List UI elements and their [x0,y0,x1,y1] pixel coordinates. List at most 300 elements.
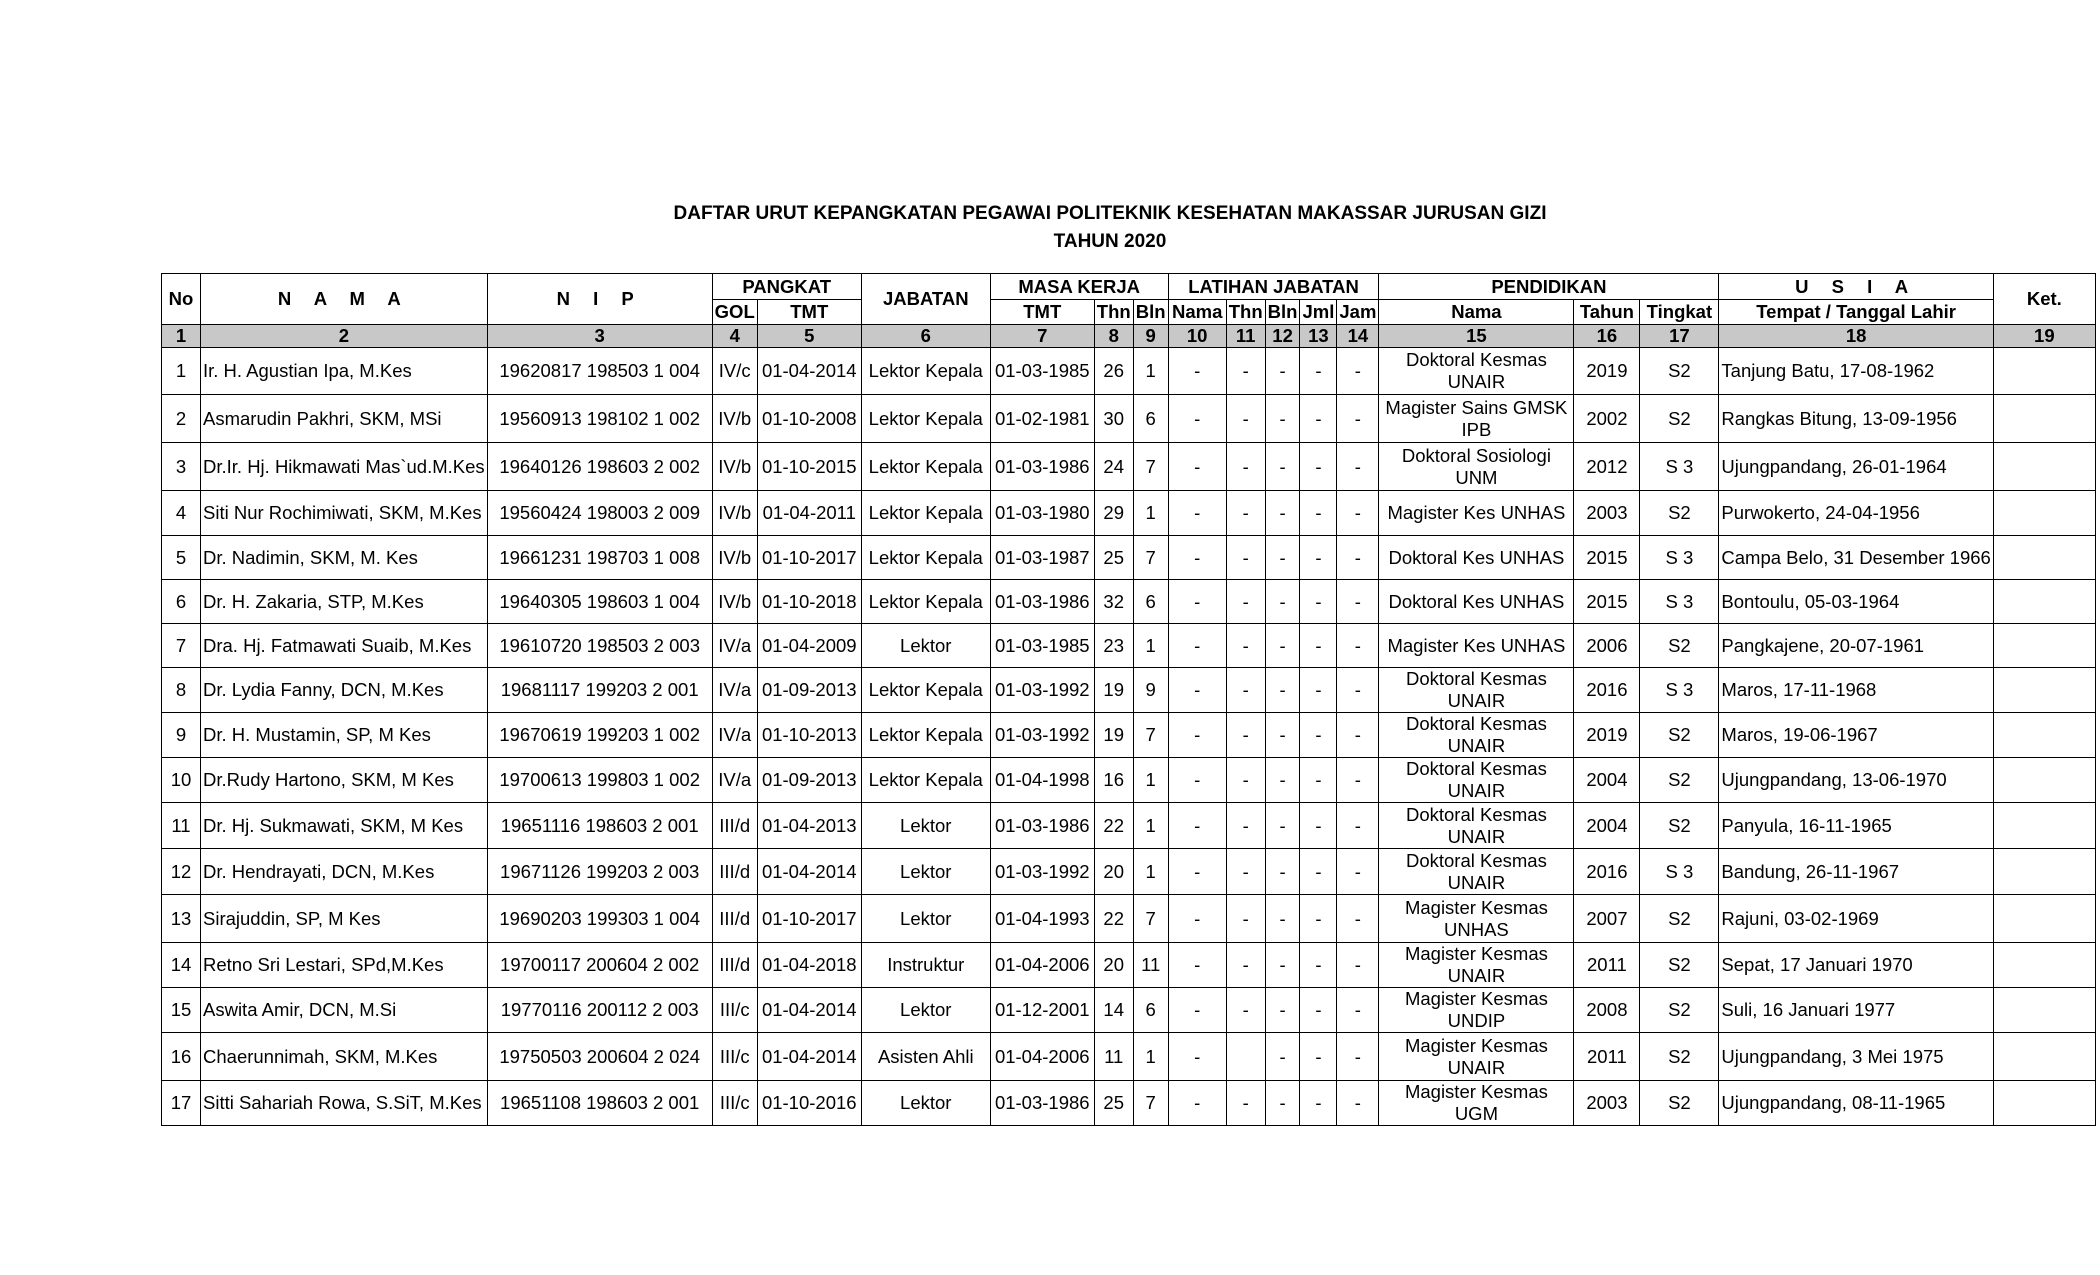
cell-no: 11 [162,803,201,849]
cell-tempat-tanggal-lahir: Rangkas Bitung, 13-09-1956 [1719,395,1993,443]
cell-masa-kerja-bln: 7 [1133,713,1168,758]
cell-pangkat-tmt: 01-10-2018 [757,580,861,624]
document-year: TAHUN 2020 [1053,231,1167,252]
cell-latihan-bln: - [1265,668,1300,713]
header-tempat-tanggal-lahir: Tempat / Tanggal Lahir [1719,300,1993,325]
cell-gol: IV/a [712,624,757,668]
header-pangkat: PANGKAT [712,274,861,300]
cell-no: 17 [162,1081,201,1126]
header-masa-kerja-bln: Bln [1133,300,1168,325]
cell-tempat-tanggal-lahir: Suli, 16 Januari 1977 [1719,988,1993,1033]
cell-no: 1 [162,348,201,395]
cell-tempat-tanggal-lahir: Campa Belo, 31 Desember 1966 [1719,536,1993,580]
cell-pendidikan-tingkat: S2 [1640,491,1719,536]
cell-jabatan: Lektor Kepala [861,713,990,758]
cell-masa-kerja-bln: 11 [1133,943,1168,988]
cell-nip: 19661231 198703 1 008 [487,536,712,580]
cell-no: 8 [162,668,201,713]
cell-masa-kerja-tmt: 01-03-1992 [990,849,1094,895]
cell-masa-kerja-thn: 16 [1094,758,1133,803]
cell-tempat-tanggal-lahir: Pangkajene, 20-07-1961 [1719,624,1993,668]
cell-pendidikan-tahun: 2019 [1574,348,1640,395]
header-latihan-nama: Nama [1168,300,1226,325]
cell-masa-kerja-thn: 20 [1094,943,1133,988]
cell-no: 14 [162,943,201,988]
cell-pendidikan-tahun: 2002 [1574,395,1640,443]
cell-pendidikan-tingkat: S2 [1640,988,1719,1033]
header-masa-kerja: MASA KERJA [990,274,1168,300]
cell-latihan-jml: - [1300,1081,1337,1126]
cell-latihan-nama: - [1168,803,1226,849]
cell-nama: Ir. H. Agustian Ipa, M.Kes [201,348,488,395]
cell-masa-kerja-tmt: 01-04-1998 [990,758,1094,803]
header-latihan-thn: Thn [1226,300,1265,325]
cell-latihan-nama: - [1168,491,1226,536]
cell-latihan-bln: - [1265,580,1300,624]
cell-pangkat-tmt: 01-04-2014 [757,988,861,1033]
cell-pendidikan-tahun: 2003 [1574,1081,1640,1126]
cell-latihan-jam: - [1337,943,1379,988]
cell-pendidikan-tingkat: S2 [1640,943,1719,988]
table-header [162,274,2096,348]
cell-gol: IV/b [712,536,757,580]
cell-latihan-thn: - [1226,580,1265,624]
column-number: 11 [1226,325,1265,348]
cell-ket [1993,580,2095,624]
cell-nip: 19700117 200604 2 002 [487,943,712,988]
column-number: 14 [1337,325,1379,348]
cell-latihan-nama: - [1168,668,1226,713]
column-number: 7 [990,325,1094,348]
cell-latihan-jml: - [1300,536,1337,580]
cell-latihan-jml: - [1300,758,1337,803]
cell-gol: IV/b [712,395,757,443]
cell-gol: IV/b [712,491,757,536]
column-number: 17 [1640,325,1719,348]
cell-nama: Dr. H. Mustamin, SP, M Kes [201,713,488,758]
table-row [162,395,2096,443]
header-gol: GOL [712,300,757,325]
column-number: 12 [1265,325,1300,348]
cell-pendidikan-tingkat: S2 [1640,1081,1719,1126]
cell-latihan-nama: - [1168,758,1226,803]
cell-jabatan: Lektor [861,895,990,943]
cell-latihan-bln: - [1265,758,1300,803]
cell-pendidikan-nama: Doktoral Kesmas UNAIR [1379,849,1574,895]
cell-latihan-bln: - [1265,1081,1300,1126]
cell-pendidikan-tahun: 2008 [1574,988,1640,1033]
cell-gol: IV/a [712,758,757,803]
cell-latihan-jml: - [1300,624,1337,668]
cell-masa-kerja-bln: 1 [1133,1033,1168,1081]
cell-pangkat-tmt: 01-10-2016 [757,1081,861,1126]
cell-masa-kerja-thn: 24 [1094,443,1133,491]
cell-pendidikan-nama: Magister Kesmas UNAIR [1379,1033,1574,1081]
cell-no: 2 [162,395,201,443]
cell-masa-kerja-tmt: 01-03-1987 [990,536,1094,580]
header-pangkat-tmt: TMT [757,300,861,325]
column-number: 6 [861,325,990,348]
cell-pendidikan-tahun: 2004 [1574,758,1640,803]
cell-pendidikan-tahun: 2019 [1574,713,1640,758]
cell-latihan-nama: - [1168,443,1226,491]
cell-nip: 19651108 198603 2 001 [487,1081,712,1126]
cell-latihan-jam: - [1337,1033,1379,1081]
cell-nip: 19671126 199203 2 003 [487,849,712,895]
cell-ket [1993,491,2095,536]
cell-latihan-jam: - [1337,668,1379,713]
cell-masa-kerja-bln: 6 [1133,395,1168,443]
cell-masa-kerja-tmt: 01-03-1986 [990,443,1094,491]
cell-ket [1993,624,2095,668]
table-row [162,624,2096,668]
cell-jabatan: Lektor Kepala [861,348,990,395]
cell-latihan-jam: - [1337,1081,1379,1126]
cell-latihan-nama: - [1168,1033,1226,1081]
cell-nama: Dr.Ir. Hj. Hikmawati Mas`ud.M.Kes [201,443,488,491]
cell-tempat-tanggal-lahir: Bontoulu, 05-03-1964 [1719,580,1993,624]
cell-ket [1993,348,2095,395]
cell-latihan-thn: - [1226,713,1265,758]
header-no: No [162,274,201,325]
cell-latihan-bln: - [1265,803,1300,849]
cell-masa-kerja-bln: 1 [1133,624,1168,668]
cell-ket [1993,443,2095,491]
cell-no: 13 [162,895,201,943]
cell-latihan-thn: - [1226,803,1265,849]
column-number: 10 [1168,325,1226,348]
cell-masa-kerja-bln: 6 [1133,988,1168,1033]
cell-tempat-tanggal-lahir: Rajuni, 03-02-1969 [1719,895,1993,943]
cell-pendidikan-nama: Magister Kesmas UNAIR [1379,943,1574,988]
header-masa-kerja-tmt: TMT [990,300,1094,325]
cell-latihan-nama: - [1168,536,1226,580]
header-nip: N I P [487,274,712,325]
cell-pendidikan-tingkat: S2 [1640,758,1719,803]
cell-no: 12 [162,849,201,895]
cell-pangkat-tmt: 01-04-2018 [757,943,861,988]
cell-pendidikan-nama: Doktoral Kes UNHAS [1379,536,1574,580]
cell-pendidikan-nama: Doktoral Kes UNHAS [1379,580,1574,624]
cell-pendidikan-tahun: 2011 [1574,1033,1640,1081]
cell-pendidikan-tingkat: S2 [1640,624,1719,668]
cell-pendidikan-nama: Magister Kes UNHAS [1379,624,1574,668]
cell-latihan-bln: - [1265,988,1300,1033]
cell-latihan-thn: - [1226,624,1265,668]
cell-tempat-tanggal-lahir: Maros, 19-06-1967 [1719,713,1993,758]
cell-pendidikan-tahun: 2011 [1574,943,1640,988]
cell-latihan-thn: - [1226,849,1265,895]
cell-pendidikan-nama: Magister Kesmas UGM [1379,1081,1574,1126]
cell-nama: Dra. Hj. Fatmawati Suaib, M.Kes [201,624,488,668]
cell-latihan-nama: - [1168,943,1226,988]
cell-pendidikan-nama: Doktoral Kesmas UNAIR [1379,713,1574,758]
cell-jabatan: Lektor [861,803,990,849]
document-title: DAFTAR URUT KEPANGKATAN PEGAWAI POLITEKNIK KESEHATAN MAKASSAR JURUSAN GIZI [673,203,1547,224]
cell-tempat-tanggal-lahir: Bandung, 26-11-1967 [1719,849,1993,895]
cell-jabatan: Lektor [861,988,990,1033]
cell-latihan-nama: - [1168,713,1226,758]
cell-masa-kerja-bln: 1 [1133,348,1168,395]
cell-latihan-jml: - [1300,580,1337,624]
header-pendidikan-tahun: Tahun [1574,300,1640,325]
cell-gol: IV/b [712,443,757,491]
cell-latihan-jml: - [1300,1033,1337,1081]
cell-pendidikan-tingkat: S2 [1640,348,1719,395]
cell-masa-kerja-thn: 32 [1094,580,1133,624]
cell-pangkat-tmt: 01-04-2013 [757,803,861,849]
cell-no: 6 [162,580,201,624]
cell-latihan-nama: - [1168,895,1226,943]
cell-ket [1993,1033,2095,1081]
cell-masa-kerja-tmt: 01-03-1986 [990,803,1094,849]
cell-latihan-jam: - [1337,348,1379,395]
cell-jabatan: Asisten Ahli [861,1033,990,1081]
cell-pangkat-tmt: 01-10-2015 [757,443,861,491]
cell-masa-kerja-thn: 22 [1094,895,1133,943]
cell-latihan-nama: - [1168,624,1226,668]
table-row [162,988,2096,1033]
cell-latihan-jml: - [1300,668,1337,713]
cell-jabatan: Lektor [861,624,990,668]
cell-latihan-jml: - [1300,803,1337,849]
cell-masa-kerja-bln: 1 [1133,803,1168,849]
cell-masa-kerja-tmt: 01-03-1992 [990,713,1094,758]
cell-masa-kerja-bln: 1 [1133,758,1168,803]
cell-latihan-bln: - [1265,713,1300,758]
cell-masa-kerja-thn: 25 [1094,536,1133,580]
cell-masa-kerja-tmt: 01-03-1986 [990,1081,1094,1126]
cell-latihan-bln: - [1265,443,1300,491]
cell-nama: Dr. H. Zakaria, STP, M.Kes [201,580,488,624]
table-row [162,668,2096,713]
cell-latihan-thn: - [1226,1081,1265,1126]
table-row [162,849,2096,895]
column-number: 15 [1379,325,1574,348]
header-jabatan: JABATAN [861,274,990,325]
table-row [162,443,2096,491]
cell-ket [1993,536,2095,580]
cell-nip: 19651116 198603 2 001 [487,803,712,849]
cell-nama: Dr. Nadimin, SKM, M. Kes [201,536,488,580]
header-ket: Ket. [1993,274,2095,325]
cell-latihan-bln: - [1265,536,1300,580]
cell-masa-kerja-tmt: 01-04-2006 [990,943,1094,988]
cell-latihan-bln: - [1265,348,1300,395]
cell-latihan-bln: - [1265,1033,1300,1081]
cell-pendidikan-nama: Magister Kes UNHAS [1379,491,1574,536]
cell-masa-kerja-tmt: 01-04-2006 [990,1033,1094,1081]
table-row [162,895,2096,943]
cell-pendidikan-nama: Doktoral Kesmas UNAIR [1379,758,1574,803]
cell-nip: 19770116 200112 2 003 [487,988,712,1033]
cell-pangkat-tmt: 01-04-2009 [757,624,861,668]
cell-masa-kerja-thn: 20 [1094,849,1133,895]
cell-pendidikan-nama: Doktoral Kesmas UNAIR [1379,348,1574,395]
cell-latihan-nama: - [1168,849,1226,895]
cell-jabatan: Lektor [861,1081,990,1126]
cell-latihan-bln: - [1265,895,1300,943]
column-number: 5 [757,325,861,348]
table-row [162,348,2096,395]
cell-ket [1993,988,2095,1033]
cell-pangkat-tmt: 01-10-2017 [757,536,861,580]
cell-latihan-jam: - [1337,758,1379,803]
cell-ket [1993,758,2095,803]
cell-nama: Dr. Hj. Sukmawati, SKM, M Kes [201,803,488,849]
cell-latihan-nama: - [1168,580,1226,624]
cell-pendidikan-nama: Magister Kesmas UNDIP [1379,988,1574,1033]
cell-gol: III/c [712,1033,757,1081]
cell-latihan-jml: - [1300,713,1337,758]
cell-pendidikan-tingkat: S 3 [1640,536,1719,580]
cell-no: 4 [162,491,201,536]
cell-masa-kerja-thn: 11 [1094,1033,1133,1081]
cell-tempat-tanggal-lahir: Ujungpandang, 08-11-1965 [1719,1081,1993,1126]
cell-masa-kerja-tmt: 01-03-1985 [990,624,1094,668]
cell-latihan-jml: - [1300,943,1337,988]
cell-pendidikan-tahun: 2004 [1574,803,1640,849]
cell-pendidikan-tingkat: S2 [1640,713,1719,758]
cell-pendidikan-tahun: 2015 [1574,536,1640,580]
cell-jabatan: Lektor Kepala [861,668,990,713]
cell-pangkat-tmt: 01-04-2014 [757,1033,861,1081]
cell-latihan-jam: - [1337,803,1379,849]
cell-masa-kerja-bln: 7 [1133,443,1168,491]
cell-latihan-jam: - [1337,713,1379,758]
column-number: 1 [162,325,201,348]
cell-gol: III/c [712,988,757,1033]
table-row [162,758,2096,803]
cell-no: 3 [162,443,201,491]
cell-nama: Siti Nur Rochimiwati, SKM, M.Kes [201,491,488,536]
cell-ket [1993,1081,2095,1126]
cell-pendidikan-tingkat: S2 [1640,803,1719,849]
cell-latihan-bln: - [1265,395,1300,443]
cell-latihan-bln: - [1265,849,1300,895]
cell-no: 15 [162,988,201,1033]
cell-masa-kerja-thn: 25 [1094,1081,1133,1126]
cell-masa-kerja-bln: 7 [1133,1081,1168,1126]
cell-masa-kerja-tmt: 01-02-1981 [990,395,1094,443]
table-row [162,491,2096,536]
cell-latihan-jml: - [1300,849,1337,895]
cell-gol: IV/a [712,713,757,758]
cell-gol: III/c [712,1081,757,1126]
column-number: 16 [1574,325,1640,348]
header-latihan-jabatan: LATIHAN JABATAN [1168,274,1379,300]
cell-latihan-thn: - [1226,758,1265,803]
cell-pendidikan-tingkat: S 3 [1640,668,1719,713]
cell-nip: 19750503 200604 2 024 [487,1033,712,1081]
cell-nama: Dr. Lydia Fanny, DCN, M.Kes [201,668,488,713]
cell-nama: Asmarudin Pakhri, SKM, MSi [201,395,488,443]
cell-gol: III/d [712,849,757,895]
cell-masa-kerja-tmt: 01-03-1986 [990,580,1094,624]
cell-jabatan: Lektor Kepala [861,395,990,443]
cell-latihan-jam: - [1337,895,1379,943]
cell-masa-kerja-thn: 19 [1094,668,1133,713]
column-number: 2 [201,325,488,348]
cell-pangkat-tmt: 01-04-2014 [757,849,861,895]
cell-tempat-tanggal-lahir: Maros, 17-11-1968 [1719,668,1993,713]
cell-latihan-thn: - [1226,988,1265,1033]
cell-pendidikan-tahun: 2016 [1574,849,1640,895]
cell-jabatan: Lektor Kepala [861,536,990,580]
cell-latihan-nama: - [1168,988,1226,1033]
cell-masa-kerja-thn: 14 [1094,988,1133,1033]
cell-ket [1993,713,2095,758]
table-row [162,943,2096,988]
cell-pendidikan-tahun: 2006 [1574,624,1640,668]
table-row [162,1081,2096,1126]
cell-nip: 19681117 199203 2 001 [487,668,712,713]
column-number-row [162,325,2096,348]
table-row [162,803,2096,849]
cell-no: 16 [162,1033,201,1081]
cell-pendidikan-tingkat: S2 [1640,1033,1719,1081]
cell-nip: 19620817 198503 1 004 [487,348,712,395]
cell-nama: Aswita Amir, DCN, M.Si [201,988,488,1033]
cell-gol: III/d [712,803,757,849]
cell-latihan-bln: - [1265,943,1300,988]
cell-nama: Retno Sri Lestari, SPd,M.Kes [201,943,488,988]
cell-masa-kerja-bln: 7 [1133,536,1168,580]
cell-jabatan: Lektor [861,849,990,895]
cell-pangkat-tmt: 01-10-2013 [757,713,861,758]
cell-nama: Dr. Hendrayati, DCN, M.Kes [201,849,488,895]
cell-pendidikan-tingkat: S2 [1640,895,1719,943]
header-pendidikan: PENDIDIKAN [1379,274,1719,300]
cell-masa-kerja-tmt: 01-12-2001 [990,988,1094,1033]
cell-masa-kerja-bln: 1 [1133,491,1168,536]
cell-nama: Sirajuddin, SP, M Kes [201,895,488,943]
header-masa-kerja-thn: Thn [1094,300,1133,325]
column-number: 9 [1133,325,1168,348]
cell-masa-kerja-bln: 7 [1133,895,1168,943]
cell-gol: III/d [712,895,757,943]
cell-latihan-jml: - [1300,491,1337,536]
cell-tempat-tanggal-lahir: Ujungpandang, 26-01-1964 [1719,443,1993,491]
header-latihan-jam: Jam [1337,300,1379,325]
cell-pangkat-tmt: 01-10-2008 [757,395,861,443]
cell-pangkat-tmt: 01-04-2014 [757,348,861,395]
cell-pangkat-tmt: 01-10-2017 [757,895,861,943]
cell-masa-kerja-bln: 9 [1133,668,1168,713]
cell-latihan-jam: - [1337,491,1379,536]
cell-pendidikan-tahun: 2015 [1574,580,1640,624]
table-row [162,713,2096,758]
cell-jabatan: Lektor Kepala [861,580,990,624]
cell-nip: 19640126 198603 2 002 [487,443,712,491]
cell-ket [1993,849,2095,895]
cell-nip: 19700613 199803 1 002 [487,758,712,803]
cell-gol: IV/a [712,668,757,713]
cell-latihan-jam: - [1337,988,1379,1033]
cell-latihan-jam: - [1337,443,1379,491]
cell-pendidikan-nama: Doktoral Sosiologi UNM [1379,443,1574,491]
cell-masa-kerja-thn: 23 [1094,624,1133,668]
cell-pendidikan-nama: Doktoral Kesmas UNAIR [1379,668,1574,713]
cell-nip: 19670619 199203 1 002 [487,713,712,758]
cell-masa-kerja-thn: 22 [1094,803,1133,849]
table-row [162,580,2096,624]
cell-latihan-jml: - [1300,443,1337,491]
cell-latihan-thn: - [1226,491,1265,536]
cell-latihan-bln: - [1265,624,1300,668]
cell-latihan-thn [1226,1033,1265,1081]
cell-latihan-thn: - [1226,443,1265,491]
